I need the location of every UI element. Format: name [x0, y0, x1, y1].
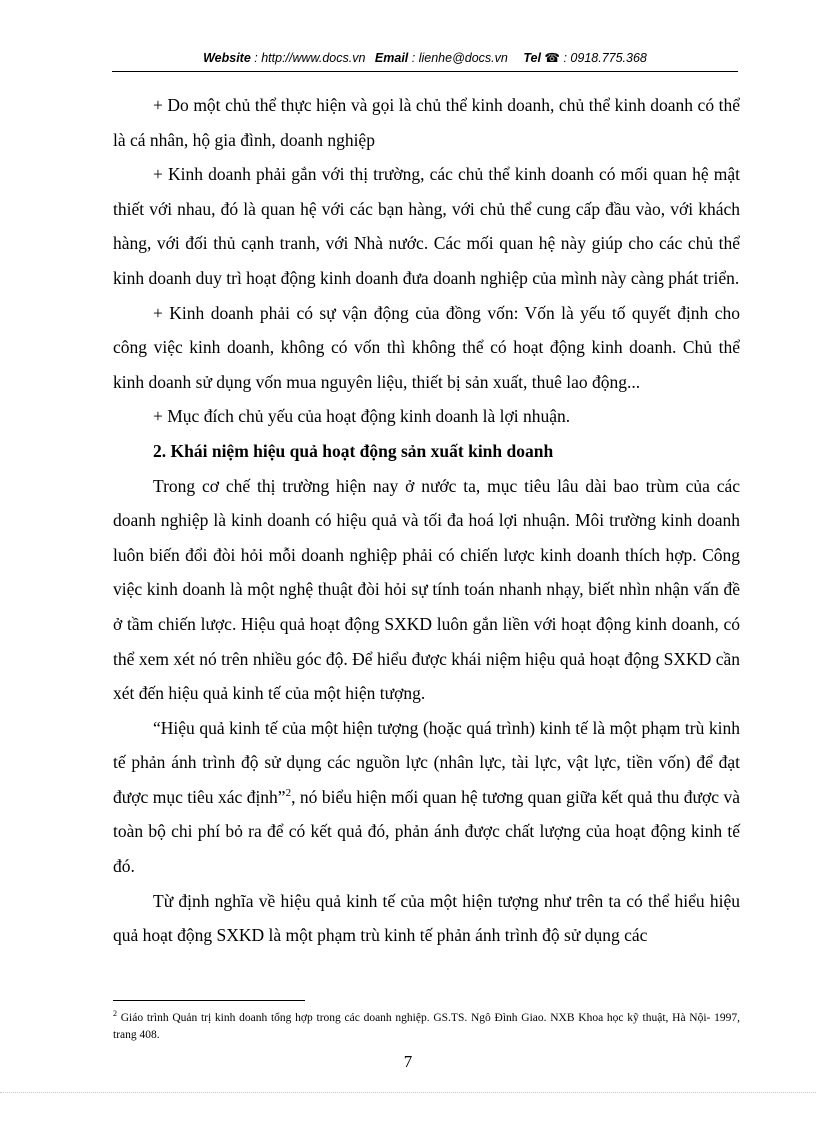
paragraph-7: Từ định nghĩa về hiệu quả kinh tế của một hiện tượng như trên ta có thể hiểu hiệu quả hoạt động SXKD là một phạm trù kinh tế phản ánh trình độ sử dụng các: [113, 890, 740, 946]
email-value: lienhe@docs.vn: [418, 51, 508, 65]
footnote-divider: [113, 1000, 305, 1001]
tel-sep: :: [560, 51, 571, 65]
page-bottom-divider: [0, 1092, 816, 1093]
footnote-ref[interactable]: 2: [285, 787, 292, 800]
paragraph-5: Trong cơ chế thị trường hiện nay ở nước ta, mục tiêu lâu dài bao trùm của các doanh nghiệp là kinh doanh có hiệu quả và tối đa hoá lợi nhuận. Môi trường kinh doanh luôn biến đổi đòi hỏi mỗi doanh nghiệp phải có chiến lược kinh doanh thích hợp. Công việc kinh doanh là một nghệ thuật đòi hỏi sự tính toán nhanh nhạy, biết nhìn nhận vấn đề ở tầm chiến lược. Hiệu quả hoạt động SXKD luôn gắn liền với hoạt động kinh doanh, có thể xem xét nó trên nhiều góc độ. Để hiểu được khái niệm hiệu quả hoạt động SXKD cần xét đến hiệu quả kinh tế của một hiện tượng.: [113, 475, 740, 704]
paragraph-6: [113, 711, 740, 884]
tel-label: Tel: [523, 51, 541, 65]
website-url: http://www.docs.vn: [261, 51, 366, 65]
footnote-number: 2: [113, 1009, 117, 1018]
paragraph-4: + Mục đích chủ yếu của hoạt động kinh doanh là lợi nhuận.: [153, 406, 571, 427]
email-label: Email: [374, 51, 409, 65]
email-sep: :: [408, 51, 419, 65]
page-header: [112, 50, 738, 72]
tel-value: 0918.775.368: [570, 51, 647, 65]
section-heading: 2. Khái niệm hiệu quả hoạt động sản xuất kinh doanh: [153, 440, 554, 461]
page-number: 7: [403, 1052, 413, 1071]
paragraph-1: + Do một chủ thể thực hiện và gọi là chủ thể kinh doanh, chủ thể kinh doanh có thể là cá nhân, hộ gia đình, doanh nghiệp: [113, 95, 740, 150]
website-sep: :: [250, 51, 262, 65]
footnote-text: Giáo trình Quản trị kinh doanh tổng hợp trong các doanh nghiệp. GS.TS. Ngô Đình Giao. NXB Khoa học kỹ thuật, Hà Nội- 1997, trang 408.: [113, 1011, 740, 1041]
paragraph-2: + Kinh doanh phải gắn với thị trường, các chủ thể kinh doanh có mối quan hệ mật thiết với nhau, đó là quan hệ với các bạn hàng, với chủ thể cung cấp đầu vào, với khách hàng, với đối thủ cạnh tranh, với Nhà nước. Các mối quan hệ này giúp cho các chủ thể kinh doanh duy trì hoạt động kinh doanh đưa doanh nghiệp của mình này càng phát triển.: [113, 164, 740, 288]
paragraph-6-rest: , nó biểu hiện mối quan hệ tương quan giữa kết quả thu được và toàn bộ chi phí bỏ ra để có kết quả đó, phản ánh được chất lượng của hoạt động kinh tế đó.: [113, 786, 740, 877]
website-label: Website: [203, 51, 251, 65]
footnote: [113, 1005, 740, 1044]
paragraph-6-quote: “Hiệu quả kinh tế của một hiện tượng (hoặc quá trình) kinh tế là một phạm trù kinh tế phản ánh trình độ sử dụng các nguồn lực (nhân lực, tài lực, vật lực, tiền vốn) để đạt được mục tiêu xác định”: [113, 717, 740, 807]
document-body: [113, 88, 740, 953]
paragraph-3: + Kinh doanh phải có sự vận động của đồng vốn: Vốn là yếu tố quyết định cho công việc kinh doanh, không có vốn thì không thể có hoạt động kinh doanh. Chủ thể kinh doanh sử dụng vốn mua nguyên liệu, thiết bị sản xuất, thuê lao động...: [113, 302, 740, 392]
phone-icon: ☎: [544, 51, 560, 65]
